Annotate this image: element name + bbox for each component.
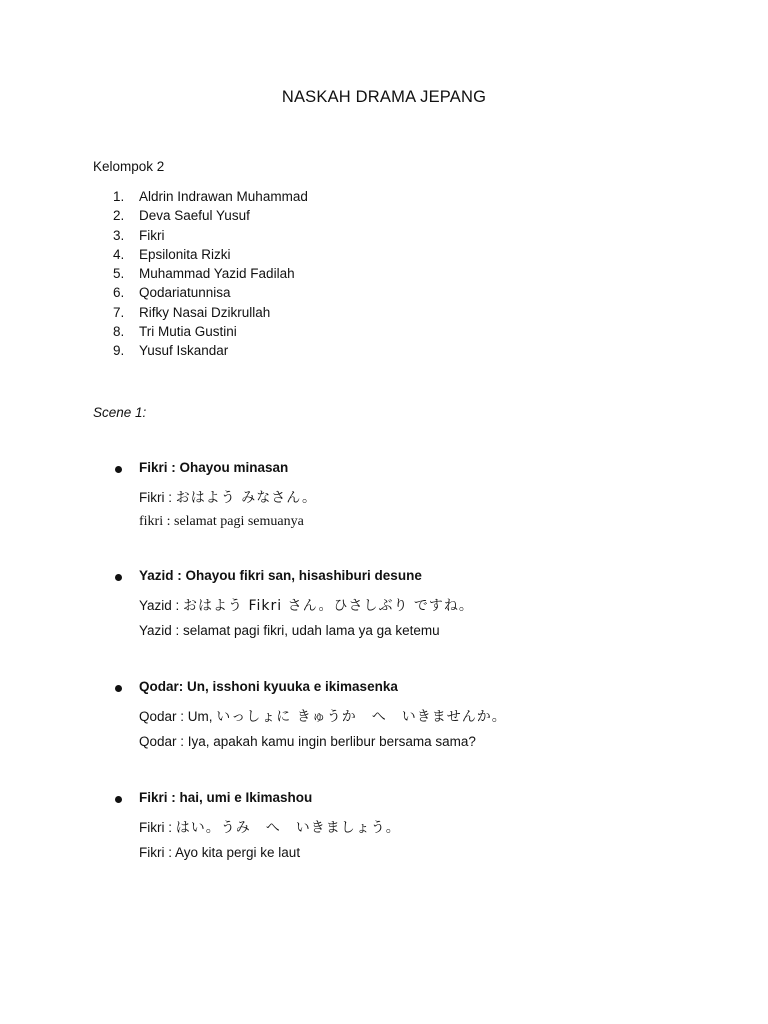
dialogue-translation: Qodar : Iya, apakah kamu ingin berlibur bersama sama?	[139, 734, 476, 749]
bullet-icon	[115, 796, 122, 803]
japanese-text: はい。うみ へ いきましょう。	[175, 820, 401, 836]
member-name: Aldrin Indrawan Muhammad	[139, 189, 308, 204]
list-number: 6.	[113, 285, 125, 301]
list-item	[113, 341, 308, 360]
speaker-prefix: Yazid :	[139, 598, 184, 613]
list-number: 2.	[113, 208, 125, 224]
document-title: NASKAH DRAMA JEPANG	[281, 88, 487, 106]
dialogue-translation: Yazid : selamat pagi fikri, udah lama ya ga ketemu	[139, 623, 440, 638]
japanese-text: おはよう みなさん。	[175, 490, 318, 506]
list-item	[113, 226, 308, 245]
speaker-prefix: Qodar : Um,	[139, 709, 217, 724]
list-number: 1.	[113, 189, 125, 204]
bullet-icon	[115, 574, 122, 581]
member-name: Epsilonita Rizki	[139, 246, 231, 262]
list-number: 4.	[113, 246, 125, 262]
dialogue-romaji: Fikri : hai, umi e Ikimashou	[139, 790, 313, 805]
list-number: 3.	[113, 227, 125, 243]
scene-label: Scene 1:	[93, 405, 147, 420]
list-item	[113, 283, 308, 302]
japanese-text: いっしょに きゅうか へ いきませんか。	[216, 709, 507, 725]
dialogue-japanese	[139, 487, 317, 507]
dialogue-japanese	[139, 817, 401, 837]
member-name: Qodariatunnisa	[139, 285, 231, 301]
dialogue-romaji: Fikri : Ohayou minasan	[139, 460, 289, 475]
list-item	[113, 303, 308, 322]
list-item	[113, 245, 308, 264]
member-name: Deva Saeful Yusuf	[139, 208, 250, 224]
group-label: Kelompok 2	[93, 159, 165, 174]
dialogue-romaji: Qodar: Un, isshoni kyuuka e ikimasenka	[139, 679, 398, 694]
member-name: Muhammad Yazid Fadilah	[139, 266, 295, 281]
member-name: Tri Mutia Gustini	[139, 323, 237, 339]
dialogue-romaji: Yazid : Ohayou fikri san, hisashiburi desune	[139, 568, 422, 583]
member-list	[113, 187, 308, 360]
dialogue-translation: Fikri : Ayo kita pergi ke laut	[139, 845, 301, 860]
list-number: 8.	[113, 323, 125, 339]
member-name: Rifky Nasai Dzikrullah	[139, 304, 271, 320]
list-number: 9.	[113, 343, 125, 358]
dialogue-translation: fikri : selamat pagi semuanya	[139, 514, 304, 529]
list-item	[113, 264, 308, 283]
list-item	[113, 322, 308, 341]
list-item	[113, 206, 308, 225]
bullet-icon	[115, 685, 122, 692]
list-item	[113, 187, 308, 206]
dialogue-japanese	[139, 595, 474, 615]
speaker-prefix: Fikri :	[139, 820, 176, 835]
bullet-icon	[115, 466, 122, 473]
japanese-text: おはよう Fikri さん。ひさしぶり ですね。	[183, 598, 474, 614]
member-name: Yusuf Iskandar	[139, 343, 229, 358]
member-name: Fikri	[139, 227, 165, 243]
list-number: 7.	[113, 304, 125, 320]
list-number: 5.	[113, 266, 125, 281]
dialogue-japanese	[139, 706, 507, 726]
speaker-prefix: Fikri :	[139, 490, 176, 505]
